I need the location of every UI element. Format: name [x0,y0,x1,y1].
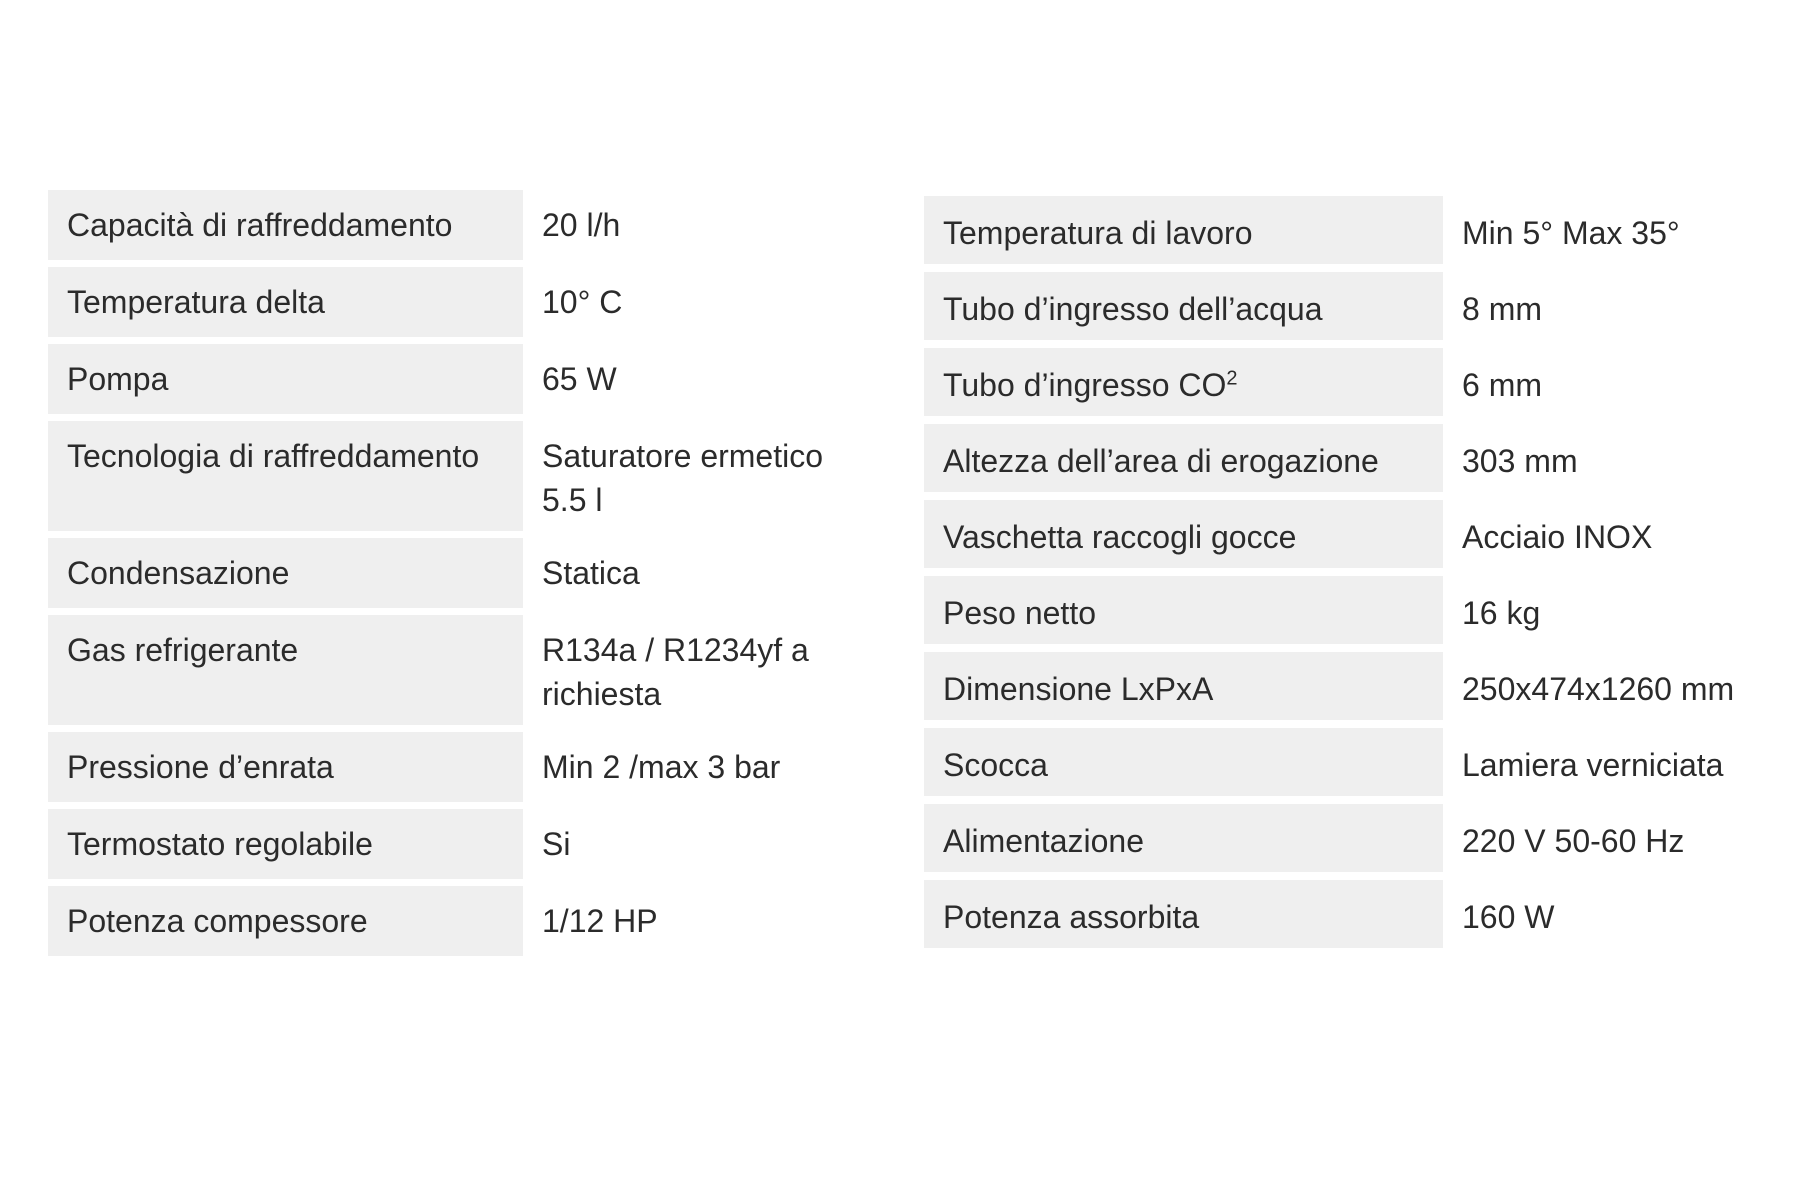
spec-value-line: 5.5 l [542,482,603,518]
spec-value: 6 mm [1462,367,1542,403]
spec-label: Altezza dell’area di erogazione [924,424,1443,492]
spec-table-right [924,188,1792,956]
spec-value-line: Saturatore ermetico [542,438,824,474]
spec-value [523,421,882,531]
spec-label: Capacità di raffreddamento [48,190,523,260]
spec-label: Pressione d’enrata [48,732,523,802]
table-row [924,500,1792,568]
spec-value: 16 kg [1462,595,1541,631]
spec-value-line: R134a / R1234yf a [542,632,809,668]
table-row [924,804,1792,872]
table-row [48,421,882,531]
table-row [48,732,882,802]
table-row [924,424,1792,492]
spec-label: Temperatura di lavoro [924,196,1443,264]
table-row [924,652,1792,720]
spec-value: Statica [542,555,640,591]
spec-label: Condensazione [48,538,523,608]
table-row [924,196,1792,264]
spec-value: 303 mm [1462,443,1578,479]
spec-value: 65 W [542,361,617,397]
spec-value: 1/12 HP [542,903,658,939]
table-row [924,348,1792,416]
spec-value: Min 2 /max 3 bar [542,749,781,785]
table-row [924,728,1792,796]
spec-value: 10° C [542,284,623,320]
spec-value: Lamiera verniciata [1462,747,1724,783]
spec-value [523,615,882,725]
spec-value: Acciaio INOX [1462,519,1653,555]
table-row [48,190,882,260]
spec-label: Tecnologia di raffreddamento [48,421,523,531]
spec-label: Alimentazione [924,804,1443,872]
table-row [48,344,882,414]
spec-label: Potenza compessore [48,886,523,956]
spec-value: Min 5° Max 35° [1462,215,1680,251]
spec-value: 220 V 50-60 Hz [1462,823,1685,859]
spec-label: Peso netto [924,576,1443,644]
table-row [924,576,1792,644]
subscript-number: 2 [1226,367,1238,390]
spec-label: Potenza assorbita [924,880,1443,948]
spec-value: 250x474x1260 mm [1462,671,1735,707]
spec-table-left [48,183,882,963]
spec-label: Dimensione LxPxA [924,652,1443,720]
spec-label [924,348,1443,416]
table-row [48,886,882,956]
table-row [48,538,882,608]
table-row [48,809,882,879]
spec-label-text: Tubo d’ingresso CO [943,367,1227,403]
spec-label: Pompa [48,344,523,414]
table-row [48,267,882,337]
spec-label: Tubo d’ingresso dell’acqua [924,272,1443,340]
spec-value: Si [542,826,571,862]
spec-label: Termostato regolabile [48,809,523,879]
table-row [924,272,1792,340]
spec-value: 20 l/h [542,207,621,243]
spec-value-line: richiesta [542,676,662,712]
spec-label: Scocca [924,728,1443,796]
spec-label: Gas refrigerante [48,615,523,725]
spec-value: 160 W [1462,899,1555,935]
table-row [48,615,882,725]
table-row [924,880,1792,948]
spec-value: 8 mm [1462,291,1542,327]
spec-label: Vaschetta raccogli gocce [924,500,1443,568]
spec-label: Temperatura delta [48,267,523,337]
